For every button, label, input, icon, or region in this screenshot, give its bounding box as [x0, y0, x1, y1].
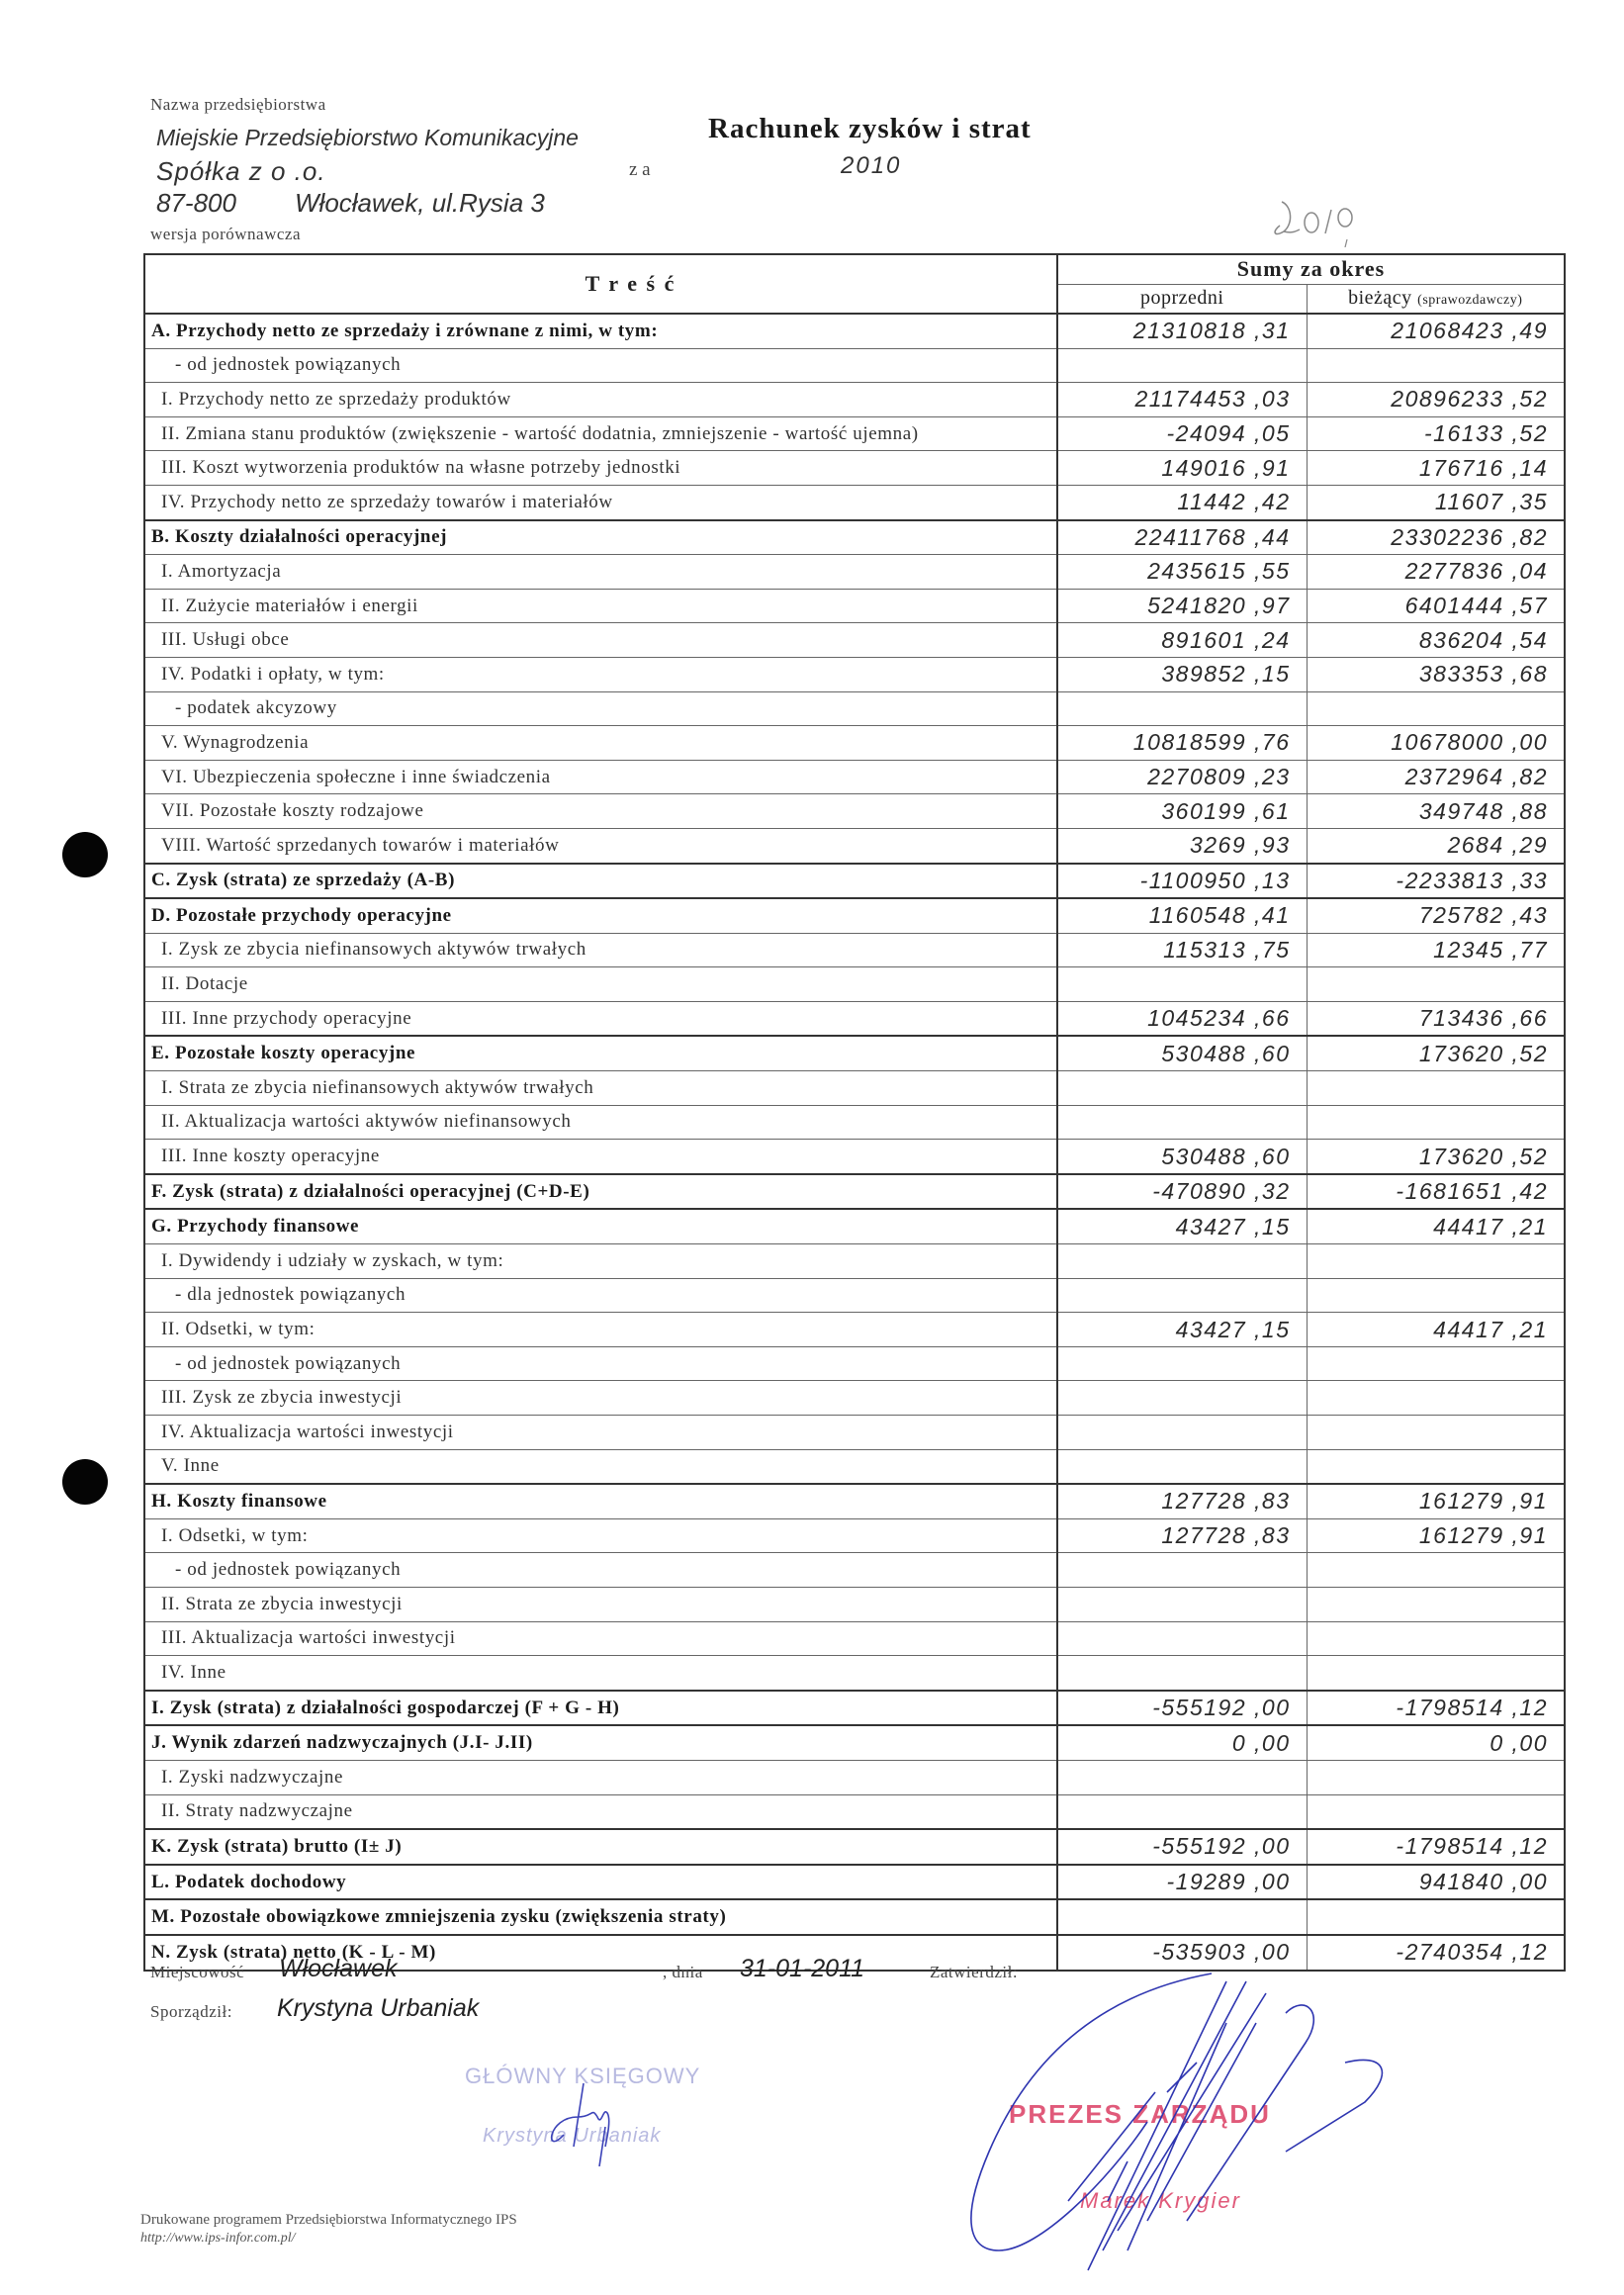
- profit-loss-table: [143, 253, 1566, 1972]
- row-previous-value: [1057, 1621, 1307, 1656]
- row-current-value: 173620 ,52: [1307, 1140, 1565, 1174]
- header-current: [1307, 284, 1565, 314]
- printed-by-url: http://www.ips-infor.com.pl/: [140, 2231, 296, 2246]
- row-current-value: 161279 ,91: [1307, 1518, 1565, 1553]
- row-label: II. Zmiana stanu produktów (zwiększenie - wartość dodatnia, zmniejszenie - wartość ujemna): [144, 416, 1057, 451]
- row-current-value: [1307, 1381, 1565, 1416]
- company-address: Włocławek, ul.Rysia 3: [295, 188, 545, 218]
- row-label: G. Przychody finansowe: [144, 1209, 1057, 1243]
- table-row: [144, 314, 1565, 348]
- place-value: Włocławek: [279, 1955, 398, 1982]
- row-previous-value: 21310818 ,31: [1057, 314, 1307, 348]
- punch-hole-top: [62, 832, 108, 877]
- row-label: I. Zysk ze zbycia niefinansowych aktywów trwałych: [144, 933, 1057, 967]
- row-label: F. Zysk (strata) z działalności operacyjnej (C+D-E): [144, 1174, 1057, 1210]
- row-label: I. Przychody netto ze sprzedaży produktów: [144, 383, 1057, 417]
- president-signature-icon: [930, 1954, 1444, 2290]
- row-label: III. Inne przychody operacyjne: [144, 1001, 1057, 1036]
- table-row: [144, 967, 1565, 1002]
- row-current-value: [1307, 1621, 1565, 1656]
- row-previous-value: [1057, 967, 1307, 1002]
- row-current-value: -1798514 ,12: [1307, 1829, 1565, 1865]
- row-current-value: [1307, 1346, 1565, 1381]
- row-label: - od jednostek powiązanych: [144, 1346, 1057, 1381]
- table-row: [144, 1484, 1565, 1518]
- table-row: [144, 1449, 1565, 1484]
- row-label: - od jednostek powiązanych: [144, 348, 1057, 383]
- row-previous-value: 43427 ,15: [1057, 1313, 1307, 1347]
- table-row: [144, 383, 1565, 417]
- row-label: II. Strata ze zbycia inwestycji: [144, 1587, 1057, 1621]
- handwritten-year-icon: [1266, 188, 1404, 247]
- table-row: [144, 1381, 1565, 1416]
- table-row: [144, 794, 1565, 829]
- row-current-value: [1307, 348, 1565, 383]
- row-label: - dla jednostek powiązanych: [144, 1278, 1057, 1313]
- president-signature: [930, 1954, 1444, 2290]
- row-label: - od jednostek powiązanych: [144, 1553, 1057, 1588]
- row-current-value: 2277836 ,04: [1307, 555, 1565, 590]
- table-row: [144, 1001, 1565, 1036]
- row-previous-value: -1100950 ,13: [1057, 864, 1307, 899]
- row-current-value: 11607 ,35: [1307, 485, 1565, 519]
- row-label: C. Zysk (strata) ze sprzedaży (A-B): [144, 864, 1057, 899]
- row-previous-value: 127728 ,83: [1057, 1484, 1307, 1518]
- row-current-value: 10678000 ,00: [1307, 726, 1565, 761]
- row-previous-value: [1057, 1244, 1307, 1279]
- row-previous-value: -535903 ,00: [1057, 1935, 1307, 1971]
- row-previous-value: 389852 ,15: [1057, 657, 1307, 691]
- row-label: II. Straty nadzwyczajne: [144, 1794, 1057, 1829]
- row-previous-value: [1057, 1553, 1307, 1588]
- row-current-value: 2684 ,29: [1307, 828, 1565, 863]
- table-row: [144, 1518, 1565, 1553]
- row-label: IV. Przychody netto ze sprzedaży towarów i materiałów: [144, 485, 1057, 519]
- row-current-value: -1798514 ,12: [1307, 1691, 1565, 1726]
- row-label: II. Zużycie materiałów i energii: [144, 589, 1057, 623]
- place-label: Miejscowość: [150, 1963, 245, 1981]
- prepared-value: Krystyna Urbaniak: [277, 1994, 480, 2022]
- table-row: [144, 1071, 1565, 1106]
- row-label: I. Zysk (strata) z działalności gospodarczej (F + G - H): [144, 1691, 1057, 1726]
- table-row: [144, 520, 1565, 555]
- row-current-value: [1307, 1105, 1565, 1140]
- row-label: III. Zysk ze zbycia inwestycji: [144, 1381, 1057, 1416]
- row-label: I. Odsetki, w tym:: [144, 1518, 1057, 1553]
- prepared-label: Sporządził:: [150, 2002, 232, 2021]
- row-previous-value: 0 ,00: [1057, 1725, 1307, 1760]
- row-previous-value: 360199 ,61: [1057, 794, 1307, 829]
- row-label: I. Dywidendy i udziały w zyskach, w tym:: [144, 1244, 1057, 1279]
- table-row: [144, 1244, 1565, 1279]
- table-row: [144, 1036, 1565, 1070]
- company-zip: 87-800: [156, 188, 236, 218]
- version-label: wersja porównawcza: [150, 225, 302, 243]
- row-label: III. Inne koszty operacyjne: [144, 1140, 1057, 1174]
- row-previous-value: 3269 ,93: [1057, 828, 1307, 863]
- row-current-value: 20896233 ,52: [1307, 383, 1565, 417]
- row-current-value: [1307, 1416, 1565, 1450]
- table-row: [144, 555, 1565, 590]
- table-row: [144, 348, 1565, 383]
- row-label: I. Amortyzacja: [144, 555, 1057, 590]
- date-value: 31-01-2011: [740, 1955, 865, 1982]
- row-current-value: 44417 ,21: [1307, 1313, 1565, 1347]
- table-row: [144, 1725, 1565, 1760]
- accountant-signature: [534, 2077, 623, 2166]
- row-previous-value: [1057, 1278, 1307, 1313]
- table-row: [144, 416, 1565, 451]
- table-row: [144, 485, 1565, 519]
- row-label: III. Aktualizacja wartości inwestycji: [144, 1621, 1057, 1656]
- row-current-value: [1307, 1278, 1565, 1313]
- row-previous-value: [1057, 1587, 1307, 1621]
- table-row: [144, 1760, 1565, 1794]
- row-label: VII. Pozostałe koszty rodzajowe: [144, 794, 1057, 829]
- table-row: [144, 1140, 1565, 1174]
- row-current-value: 383353 ,68: [1307, 657, 1565, 691]
- row-current-value: -16133 ,52: [1307, 416, 1565, 451]
- za-label: z a: [629, 159, 651, 180]
- row-previous-value: 22411768 ,44: [1057, 520, 1307, 555]
- row-label: I. Zyski nadzwyczajne: [144, 1760, 1057, 1794]
- table-row: [144, 623, 1565, 658]
- table-row: [144, 933, 1565, 967]
- company-label: Nazwa przedsiębiorstwa: [150, 95, 326, 114]
- row-current-value: [1307, 1899, 1565, 1935]
- row-label: II. Dotacje: [144, 967, 1057, 1002]
- table-row: [144, 657, 1565, 691]
- row-current-value: [1307, 1244, 1565, 1279]
- company-name: Miejskie Przedsiębiorstwo Komunikacyjne: [156, 125, 579, 150]
- row-current-value: [1307, 1071, 1565, 1106]
- stamp-accountant-name: Krystyna Urbaniak: [483, 2125, 662, 2147]
- row-previous-value: [1057, 1794, 1307, 1829]
- row-current-value: [1307, 1587, 1565, 1621]
- row-previous-value: -19289 ,00: [1057, 1865, 1307, 1900]
- accountant-signature-icon: [534, 2077, 623, 2166]
- row-label: VI. Ubezpieczenia społeczne i inne świadczenia: [144, 760, 1057, 794]
- table-row: [144, 1794, 1565, 1829]
- row-label: H. Koszty finansowe: [144, 1484, 1057, 1518]
- row-current-value: 836204 ,54: [1307, 623, 1565, 658]
- row-current-value: 23302236 ,82: [1307, 520, 1565, 555]
- row-previous-value: [1057, 1899, 1307, 1935]
- stamp-president-title: PREZES ZARZĄDU: [1009, 2099, 1271, 2129]
- row-current-value: [1307, 1760, 1565, 1794]
- handwritten-year: [1266, 188, 1404, 247]
- row-label: I. Strata ze zbycia niefinansowych aktywów trwałych: [144, 1071, 1057, 1106]
- page-title: Rachunek zysków i strat: [708, 113, 1032, 144]
- row-current-value: [1307, 1794, 1565, 1829]
- table-row: [144, 1621, 1565, 1656]
- table-row: [144, 1278, 1565, 1313]
- row-label: D. Pozostałe przychody operacyjne: [144, 898, 1057, 933]
- header-current-label: bieżący: [1348, 287, 1412, 310]
- table-row: [144, 1416, 1565, 1450]
- table-row: [144, 726, 1565, 761]
- row-previous-value: [1057, 348, 1307, 383]
- row-label: II. Aktualizacja wartości aktywów niefinansowych: [144, 1105, 1057, 1140]
- table-row: [144, 1691, 1565, 1726]
- row-current-value: 176716 ,14: [1307, 451, 1565, 486]
- row-previous-value: 21174453 ,03: [1057, 383, 1307, 417]
- row-label: III. Usługi obce: [144, 623, 1057, 658]
- row-previous-value: 1045234 ,66: [1057, 1001, 1307, 1036]
- row-label: VIII. Wartość sprzedanych towarów i materiałów: [144, 828, 1057, 863]
- row-current-value: 0 ,00: [1307, 1725, 1565, 1760]
- table-row: [144, 1209, 1565, 1243]
- row-previous-value: [1057, 1071, 1307, 1106]
- row-label: M. Pozostałe obowiązkowe zmniejszenia zysku (zwiększenia straty): [144, 1899, 1057, 1935]
- row-current-value: 173620 ,52: [1307, 1036, 1565, 1070]
- row-previous-value: [1057, 1416, 1307, 1450]
- row-current-value: 713436 ,66: [1307, 1001, 1565, 1036]
- row-previous-value: 10818599 ,76: [1057, 726, 1307, 761]
- table-row: [144, 1313, 1565, 1347]
- row-previous-value: 43427 ,15: [1057, 1209, 1307, 1243]
- table-row: [144, 760, 1565, 794]
- row-previous-value: 11442 ,42: [1057, 485, 1307, 519]
- row-current-value: -2740354 ,12: [1307, 1935, 1565, 1971]
- table-row: [144, 1829, 1565, 1865]
- row-label: A. Przychody netto ze sprzedaży i zrównane z nimi, w tym:: [144, 314, 1057, 348]
- row-label: L. Podatek dochodowy: [144, 1865, 1057, 1900]
- table-body: [144, 314, 1565, 1971]
- table-row: [144, 898, 1565, 933]
- row-current-value: 725782 ,43: [1307, 898, 1565, 933]
- row-label: E. Pozostałe koszty operacyjne: [144, 1036, 1057, 1070]
- row-label: IV. Podatki i opłaty, w tym:: [144, 657, 1057, 691]
- row-label: III. Koszt wytworzenia produktów na własne potrzeby jednostki: [144, 451, 1057, 486]
- row-previous-value: 2270809 ,23: [1057, 760, 1307, 794]
- row-current-value: 12345 ,77: [1307, 933, 1565, 967]
- table-row: [144, 451, 1565, 486]
- row-previous-value: 891601 ,24: [1057, 623, 1307, 658]
- row-previous-value: [1057, 1381, 1307, 1416]
- row-current-value: 161279 ,91: [1307, 1484, 1565, 1518]
- row-current-value: [1307, 1449, 1565, 1484]
- row-previous-value: 149016 ,91: [1057, 451, 1307, 486]
- row-previous-value: 115313 ,75: [1057, 933, 1307, 967]
- row-label: IV. Aktualizacja wartości inwestycji: [144, 1416, 1057, 1450]
- punch-hole-bottom: [62, 1459, 108, 1505]
- row-previous-value: 530488 ,60: [1057, 1140, 1307, 1174]
- printed-by-note: Drukowane programem Przedsiębiorstwa Informatycznego IPS: [140, 2212, 517, 2228]
- row-previous-value: 1160548 ,41: [1057, 898, 1307, 933]
- row-current-value: 21068423 ,49: [1307, 314, 1565, 348]
- row-label: IV. Inne: [144, 1656, 1057, 1691]
- row-previous-value: [1057, 1105, 1307, 1140]
- row-current-value: 349748 ,88: [1307, 794, 1565, 829]
- row-previous-value: 530488 ,60: [1057, 1036, 1307, 1070]
- stamp-accountant-title: GŁÓWNY KSIĘGOWY: [465, 2064, 701, 2088]
- row-previous-value: 2435615 ,55: [1057, 555, 1307, 590]
- row-previous-value: [1057, 1760, 1307, 1794]
- row-previous-value: 127728 ,83: [1057, 1518, 1307, 1553]
- company-legal-form: Spółka z o .o.: [156, 156, 326, 186]
- header-current-note: (sprawozdawczy): [1417, 293, 1523, 309]
- approved-label: Zatwierdził:: [930, 1963, 1019, 1981]
- row-current-value: 44417 ,21: [1307, 1209, 1565, 1243]
- row-label: K. Zysk (strata) brutto (I± J): [144, 1829, 1057, 1865]
- row-previous-value: [1057, 1449, 1307, 1484]
- row-current-value: 6401444 ,57: [1307, 589, 1565, 623]
- table-row: [144, 1587, 1565, 1621]
- row-current-value: [1307, 1656, 1565, 1691]
- table-row: [144, 1656, 1565, 1691]
- row-previous-value: -470890 ,32: [1057, 1174, 1307, 1210]
- row-previous-value: [1057, 1656, 1307, 1691]
- header-tresc: T r e ś ć: [144, 254, 1057, 314]
- row-current-value: [1307, 967, 1565, 1002]
- row-label: J. Wynik zdarzeń nadzwyczajnych (J.I- J.II): [144, 1725, 1057, 1760]
- row-current-value: 941840 ,00: [1307, 1865, 1565, 1900]
- table-row: [144, 1174, 1565, 1210]
- stamp-president-name: Marek Krygier: [1080, 2188, 1241, 2213]
- row-previous-value: [1057, 1346, 1307, 1381]
- row-current-value: [1307, 691, 1565, 726]
- row-current-value: -2233813 ,33: [1307, 864, 1565, 899]
- header-sums-period: Sumy za okres: [1057, 254, 1565, 284]
- table-row: [144, 1899, 1565, 1935]
- table-row: [144, 864, 1565, 899]
- row-label: B. Koszty działalności operacyjnej: [144, 520, 1057, 555]
- row-current-value: 2372964 ,82: [1307, 760, 1565, 794]
- row-previous-value: [1057, 691, 1307, 726]
- table-row: [144, 1346, 1565, 1381]
- row-previous-value: -555192 ,00: [1057, 1691, 1307, 1726]
- date-label: , dnia: [663, 1963, 703, 1981]
- row-label: II. Odsetki, w tym:: [144, 1313, 1057, 1347]
- row-label: - podatek akcyzowy: [144, 691, 1057, 726]
- table-row: [144, 1105, 1565, 1140]
- row-previous-value: -24094 ,05: [1057, 416, 1307, 451]
- table-row: [144, 691, 1565, 726]
- row-label: V. Inne: [144, 1449, 1057, 1484]
- row-current-value: [1307, 1553, 1565, 1588]
- header-previous: poprzedni: [1057, 284, 1307, 314]
- report-year: 2010: [841, 152, 902, 179]
- table-row: [144, 589, 1565, 623]
- row-previous-value: -555192 ,00: [1057, 1829, 1307, 1865]
- table-row: [144, 828, 1565, 863]
- row-current-value: -1681651 ,42: [1307, 1174, 1565, 1210]
- table-row: [144, 1865, 1565, 1900]
- table-row: [144, 1553, 1565, 1588]
- row-label: N. Zysk (strata) netto (K - L - M): [144, 1935, 1057, 1971]
- row-label: V. Wynagrodzenia: [144, 726, 1057, 761]
- row-previous-value: 5241820 ,97: [1057, 589, 1307, 623]
